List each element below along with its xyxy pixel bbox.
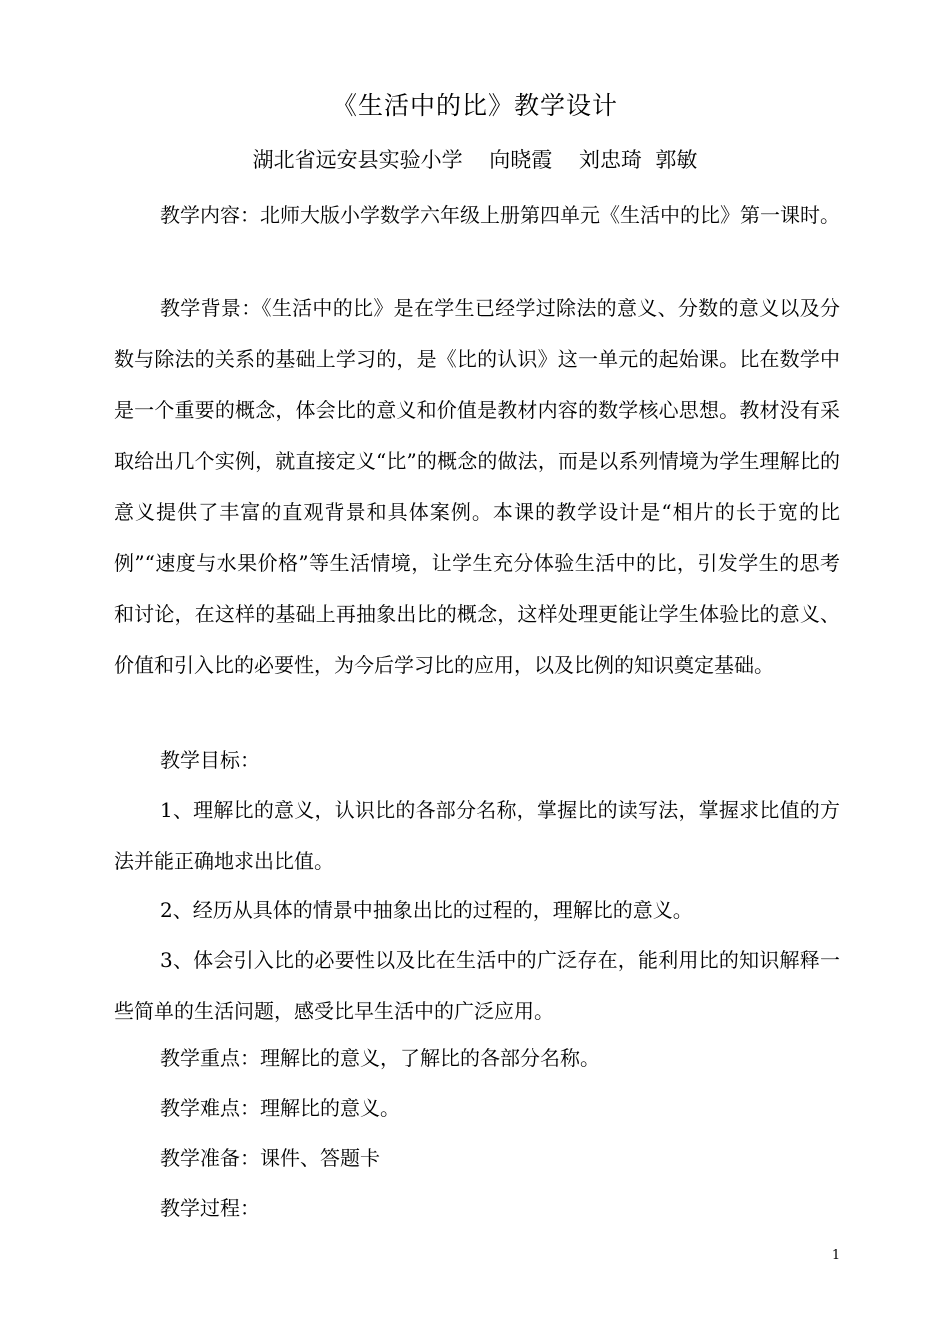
document-title: 《生活中的比》教学设计 bbox=[331, 91, 618, 120]
paragraph-goal-1: 1、理解比的意义，认识比的各部分名称，掌握比的读写法，掌握求比值的方法并能正确地求出比值。 bbox=[114, 798, 840, 873]
paragraph-preparation: 教学准备：课件、答题卡 bbox=[160, 1146, 380, 1170]
paragraph-difficulty: 教学难点：理解比的意义。 bbox=[160, 1096, 400, 1120]
page-number: 1 bbox=[831, 1248, 841, 1263]
paragraph-goal-2: 2、经历从具体的情景中抽象出比的过程的，理解比的意义。 bbox=[160, 898, 693, 922]
author-line: 湖北省远安县实验小学 向晓霞 刘忠琦 郭敏 bbox=[252, 148, 698, 172]
paragraph-teaching-background: 教学背景：《生活中的比》是在学生已经学过除法的意义、分数的意义以及分数与除法的关系的基础上学习的，是《比的认识》这一单元的起始课。比在数学中是一个重要的概念，体会比的意义和价值是教材内容的数学核心思想。教材没有采取给出几个实例，就直接定义“比”的概念的做法，而是以系列情境为学生理解比的意义提供了丰富的直观背景和具体案例。本课的教学设计是“相片的长于宽的比例”“速度与水果价格”等生活情境，让学生充分体验生活中的比，引发学生的思考和讨论，在这样的基础上再抽象出比的概念，这样处理更能让学生体验比的意义、价值和引入比的必要性，为今后学习比的应用，以及比例的知识奠定基础。 bbox=[114, 296, 840, 677]
paragraph-key-point: 教学重点：理解比的意义，了解比的各部分名称。 bbox=[160, 1046, 600, 1070]
paragraph-teaching-goals-heading: 教学目标： bbox=[160, 748, 260, 772]
paragraph-teaching-content: 教学内容：北师大版小学数学六年级上册第四单元《生活中的比》第一课时。 bbox=[160, 203, 840, 227]
paragraph-goal-3: 3、体会引入比的必要性以及比在生活中的广泛存在，能利用比的知识解释一些简单的生活问题，感受比早生活中的广泛应用。 bbox=[114, 948, 840, 1023]
paragraph-process-heading: 教学过程： bbox=[160, 1196, 260, 1220]
